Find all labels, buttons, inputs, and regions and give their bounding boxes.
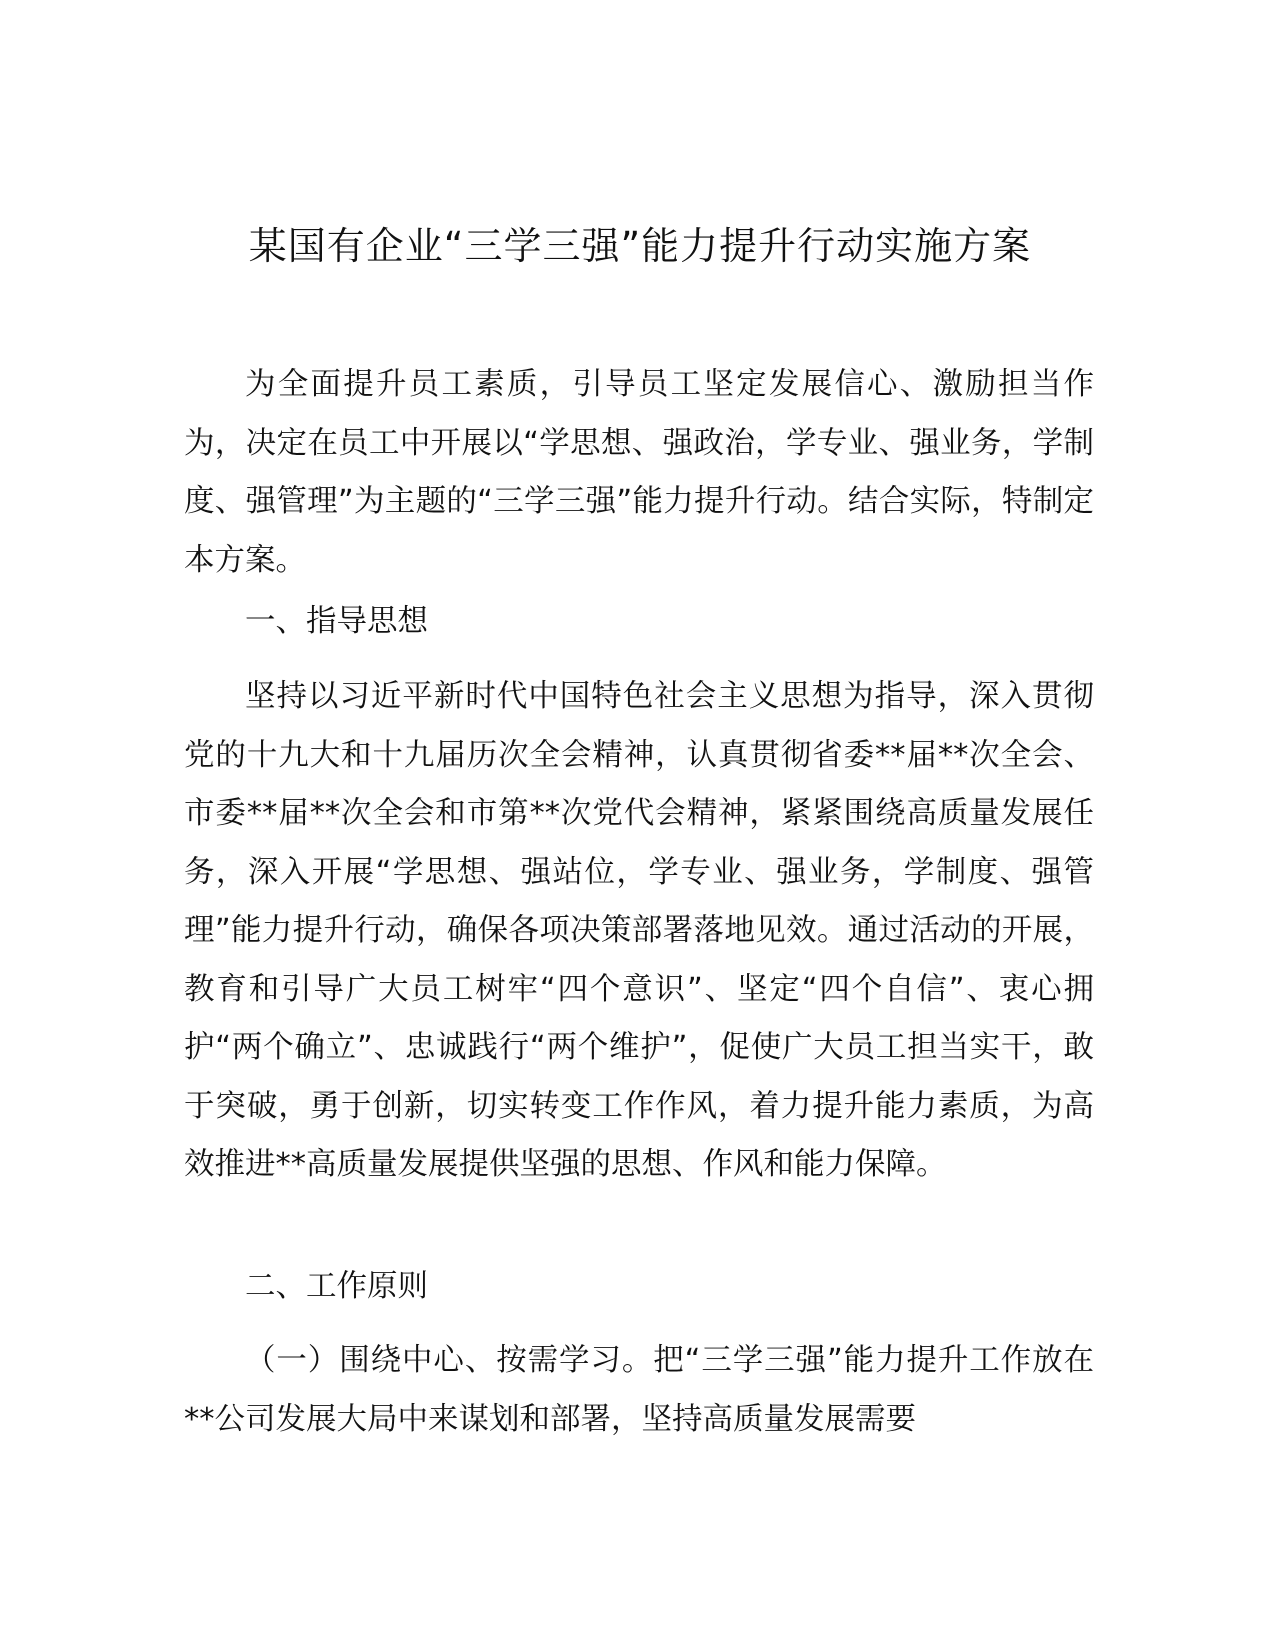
intro-paragraph: 为全面提升员工素质，引导员工坚定发展信心、激励担当作为，决定在员工中开展以“学思想、强政治，学专业、强业务，学制度、强管理”为主题的“三学三强”能力提升行动。结合实际，特制定本方案。 (184, 367, 1094, 578)
section-heading-work-principles: 二、工作原则 (245, 1269, 428, 1304)
document-title: 某国有企业“三学三强”能力提升行动实施方案 (248, 224, 1032, 268)
guiding-ideology-paragraph: 坚持以习近平新时代中国特色社会主义思想为指导，深入贯彻党的十九大和十九届历次全会精神，认真贯彻省委**届**次全会、市委**届**次全会和市第**次党代会精神，紧紧围绕高质量发展任务，深入开展“学思想、强站位，学专业、强业务，学制度、强管理”能力提升行动，确保各项决策部署落地见效。通过活动的开展，教育和引导广大员工树牢“四个意识”、坚定“四个自信”、衷心拥护“两个确立”、忠诚践行“两个维护”，促使广大员工担当实干，敢于突破，勇于创新，切实转变工作作风，着力提升能力素质，为高效推进**高质量发展提供坚强的思想、作风和能力保障。 (184, 679, 1094, 1182)
section-heading-guiding-ideology: 一、指导思想 (245, 604, 428, 639)
work-principle-1-paragraph: （一）围绕中心、按需学习。把“三学三强”能力提升工作放在**公司发展大局中来谋划和部署，坚持高质量发展需要 (184, 1343, 1094, 1437)
